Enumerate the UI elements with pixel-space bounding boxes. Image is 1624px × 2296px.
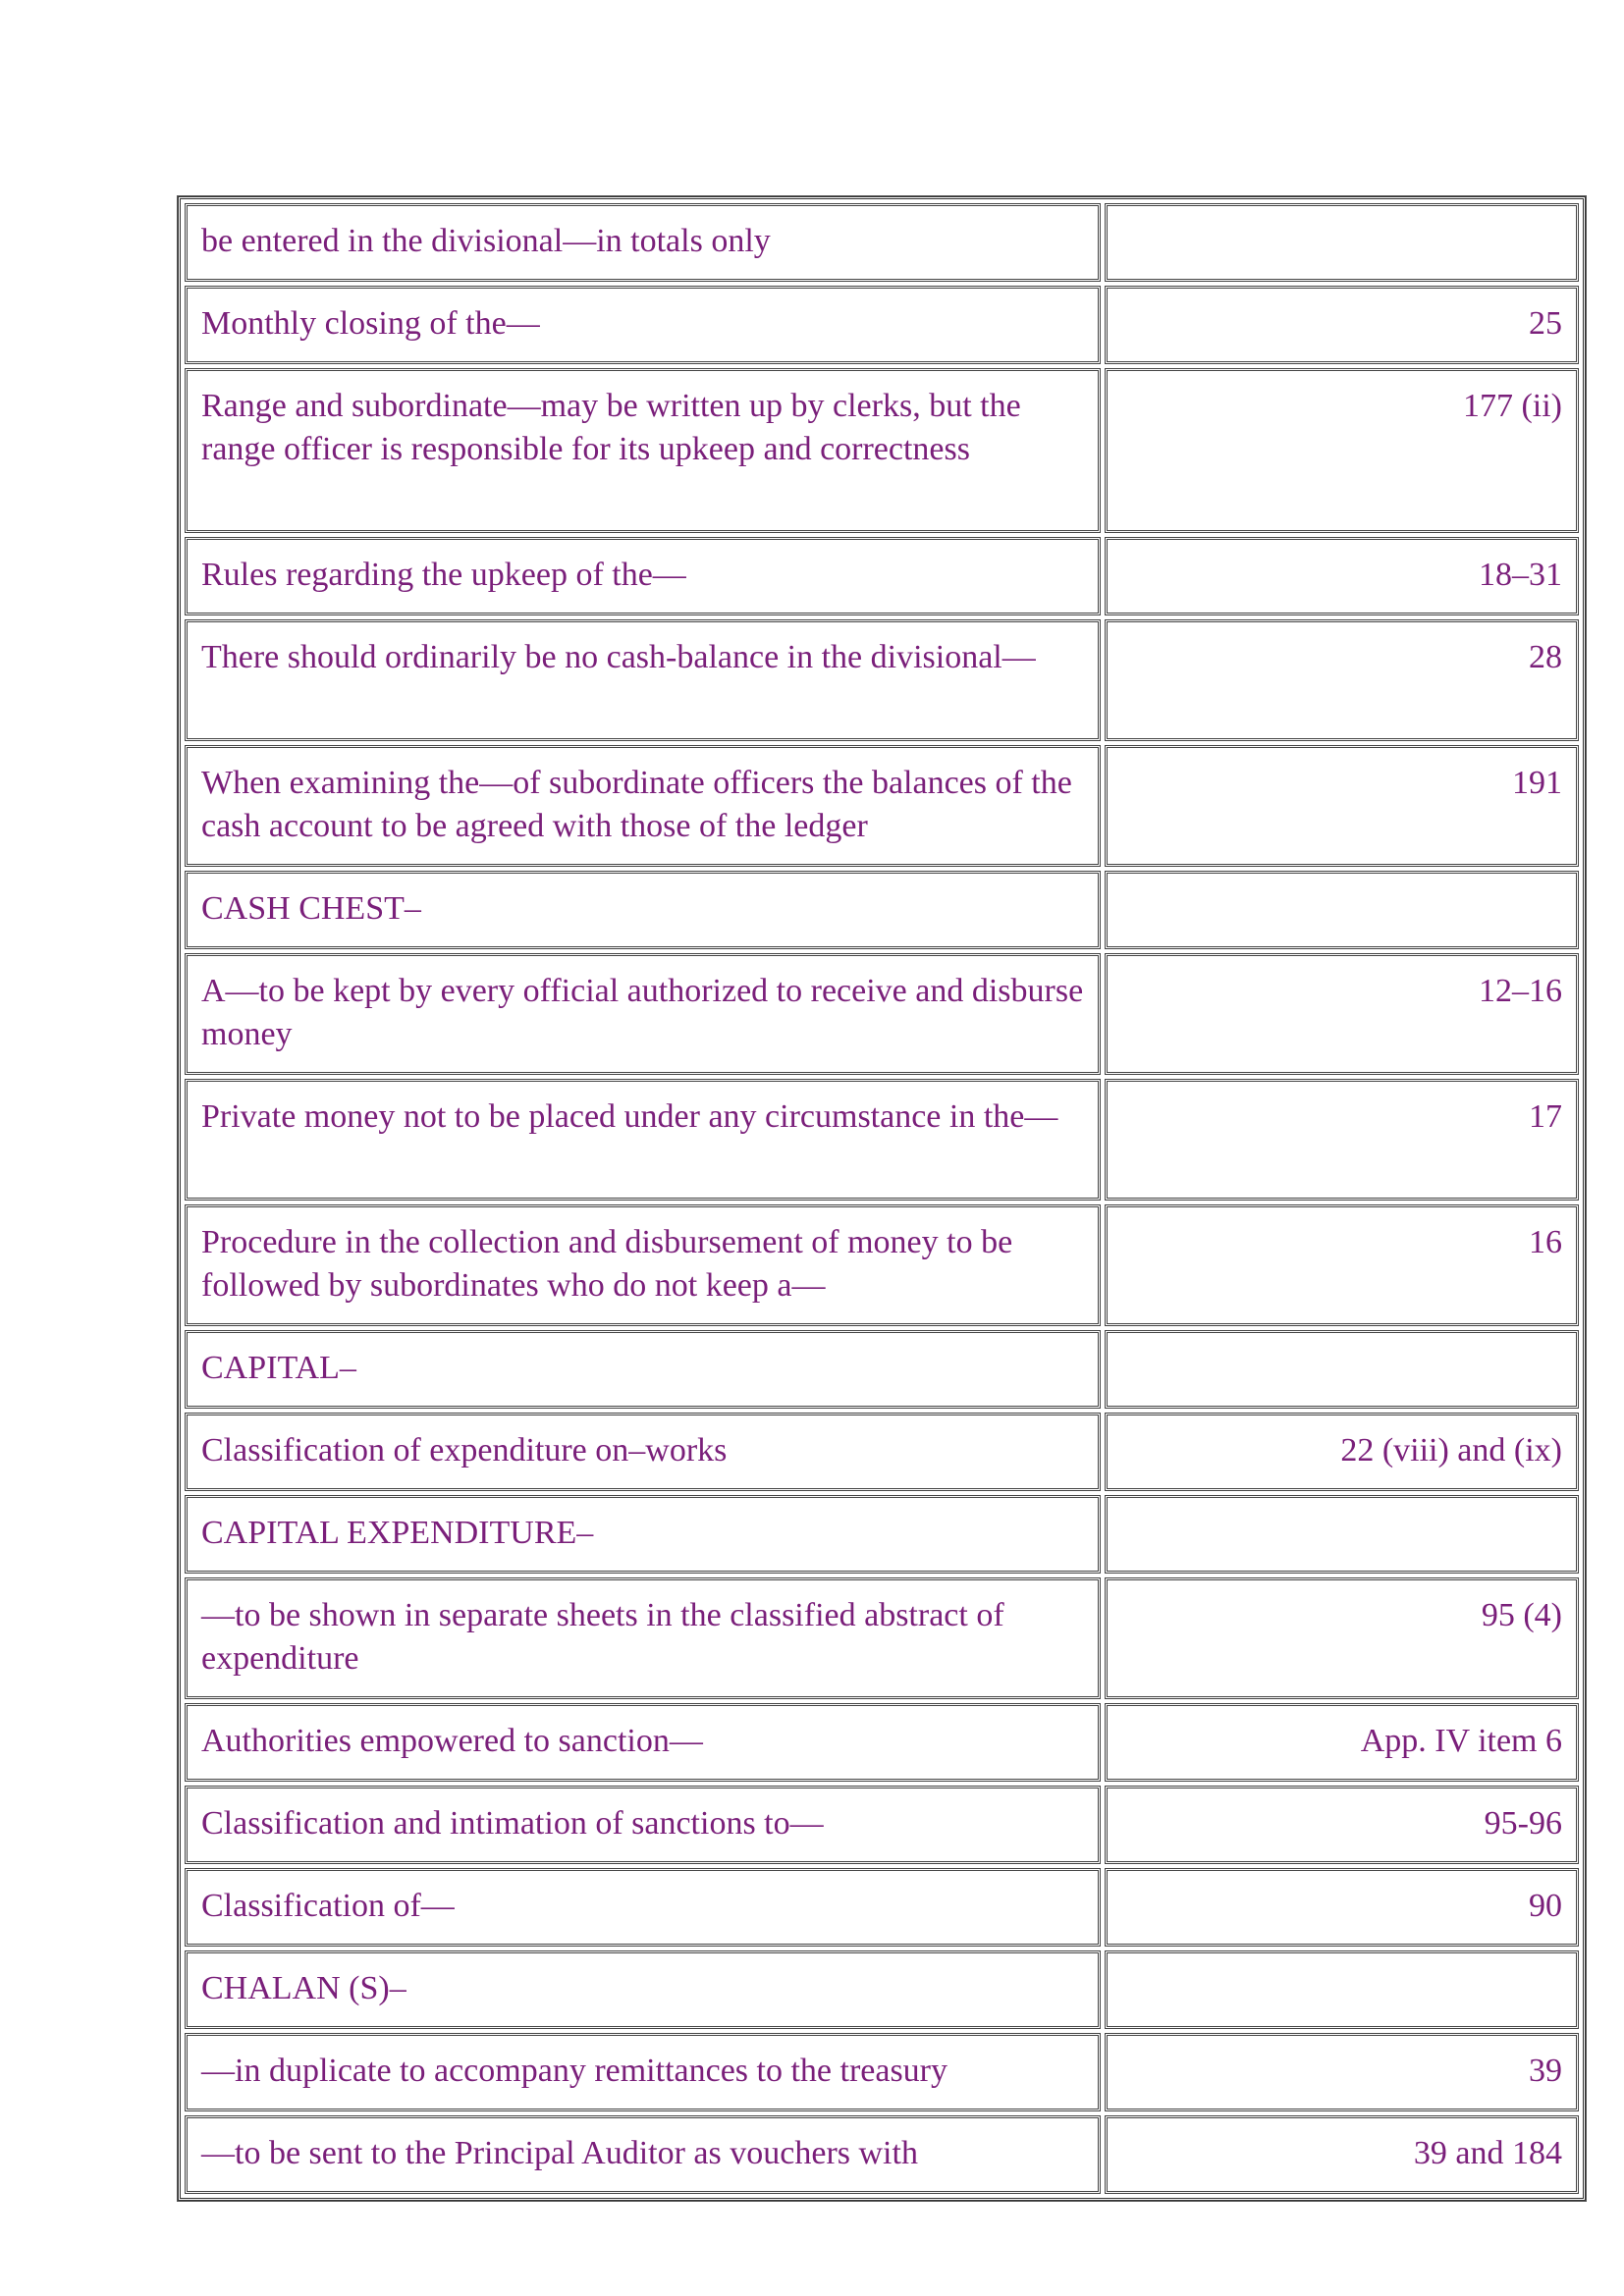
table-row [185,1577,1579,1699]
index-subject-cell: —to be shown in separate sheets in the classified abstract of expenditure [185,1577,1101,1699]
table-row [185,2033,1579,2111]
index-subject-cell: be entered in the divisional—in totals only [185,203,1101,282]
index-subject-cell: Classification and intimation of sanctions to— [185,1786,1101,1864]
index-table-body [185,203,1579,2194]
index-reference-cell: App. IV item 6 [1105,1703,1579,1782]
table-row [185,1413,1579,1491]
index-reference-cell: 177 (ii) [1105,368,1579,533]
table-row [185,1786,1579,1864]
index-reference-cell: 28 [1105,619,1579,741]
index-subject-cell: CHALAN (S)– [185,1950,1101,2029]
table-row [185,2115,1579,2194]
index-subject-cell: Range and subordinate—may be written up by clerks, but the range officer is responsible for its upkeep and correctness [185,368,1101,533]
index-reference-cell: 17 [1105,1079,1579,1201]
table-row [185,537,1579,615]
table-row [185,203,1579,282]
index-reference-cell [1105,203,1579,282]
index-reference-cell: 39 and 184 [1105,2115,1579,2194]
index-reference-cell [1105,1495,1579,1574]
table-row [185,1079,1579,1201]
index-reference-cell [1105,871,1579,949]
table-row [185,286,1579,364]
table-row [185,1950,1579,2029]
index-subject-cell: —to be sent to the Principal Auditor as vouchers with [185,2115,1101,2194]
index-subject-cell: Private money not to be placed under any circumstance in the— [185,1079,1101,1201]
index-subject-cell: Classification of— [185,1868,1101,1947]
index-reference-cell: 22 (viii) and (ix) [1105,1413,1579,1491]
index-reference-cell: 90 [1105,1868,1579,1947]
table-row [185,871,1579,949]
table-row [185,1330,1579,1409]
table-row [185,953,1579,1075]
table-row [185,1868,1579,1947]
index-reference-cell: 18–31 [1105,537,1579,615]
table-row [185,1204,1579,1326]
index-subject-cell: CAPITAL– [185,1330,1101,1409]
index-subject-cell: CAPITAL EXPENDITURE– [185,1495,1101,1574]
index-subject-cell: Authorities empowered to sanction— [185,1703,1101,1782]
index-reference-cell: 39 [1105,2033,1579,2111]
table-row [185,368,1579,533]
index-reference-cell: 12–16 [1105,953,1579,1075]
index-subject-cell: There should ordinarily be no cash-balance in the divisional— [185,619,1101,741]
index-reference-cell: 191 [1105,745,1579,867]
index-reference-cell: 16 [1105,1204,1579,1326]
index-subject-cell: —in duplicate to accompany remittances to the treasury [185,2033,1101,2111]
index-reference-cell [1105,1330,1579,1409]
table-row [185,619,1579,741]
index-reference-cell [1105,1950,1579,2029]
index-subject-cell: Rules regarding the upkeep of the— [185,537,1101,615]
table-row [185,1703,1579,1782]
table-row [185,1495,1579,1574]
index-reference-cell: 95 (4) [1105,1577,1579,1699]
index-subject-cell: Procedure in the collection and disbursement of money to be followed by subordinates who do not keep a— [185,1204,1101,1326]
index-reference-cell: 95-96 [1105,1786,1579,1864]
table-row [185,745,1579,867]
index-subject-cell: When examining the—of subordinate officers the balances of the cash account to be agreed with those of the ledger [185,745,1101,867]
index-subject-cell: Classification of expenditure on–works [185,1413,1101,1491]
index-subject-cell: CASH CHEST– [185,871,1101,949]
index-subject-cell: Monthly closing of the— [185,286,1101,364]
index-table [178,196,1586,2201]
index-reference-cell: 25 [1105,286,1579,364]
index-subject-cell: A—to be kept by every official authorized to receive and disburse money [185,953,1101,1075]
